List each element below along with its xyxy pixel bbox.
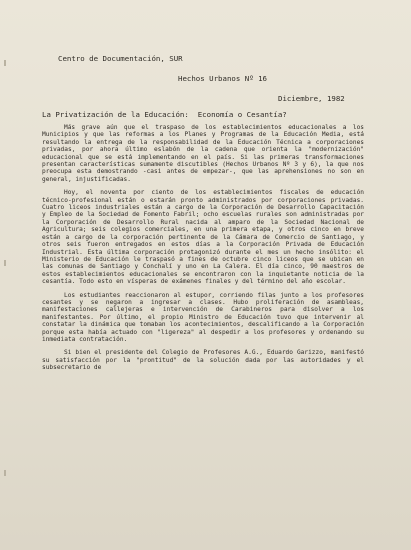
article-body <box>42 124 364 372</box>
punch-mark <box>4 260 6 266</box>
bulletin-title: Hechos Urbanos Nº 16 <box>178 74 267 83</box>
paragraph: Si bien el presidente del Colegio de Profesores A.G., Eduardo Garizzo, manifestó su satisfacción por la "prontitud" de la solución dada por las autoridades y el subsecretario de <box>42 349 364 372</box>
punch-mark <box>4 470 6 476</box>
punch-mark <box>4 60 6 66</box>
article-title: La Privatización de la Educación: Economía o Cesantía? <box>42 110 287 119</box>
paragraph: Hoy, el noventa por ciento de los establecimientos fiscales de educación técnico-profesional están o estarán pronto administrados por corporaciones privadas. Cuatro liceos industriales están a cargo de la Corporación de Desarrollo Capacitación y Empleo de la Sociedad de Fomento Fabril; ocho escuelas rurales son administradas por la Corporación de Desarrollo Rural nacida al amparo de la Sociedad Nacional de Agricultura; seis colegios comerciales, en una primera etapa, y otros cinco en breve están a cargo de la corporación pertinente de la Cámara de Comercio de Santiago, y otros seis fueron entregados en estos días a la Corporación Privada de Educación Industrial. Esta última corporación protagonizó durante el mes un hecho insólito: el Ministerio de Educación le traspasó a fines de octubre cinco liceos que se ubican en las comunas de Santiago y Conchalí y uno en La Calera. El día cinco, 90 maestros de estos establecimientos educacionales se encontraron con la inquietante noticia de la cesantía. Todo esto en vísperas de exámenes finales y del término del año escolar. <box>42 189 364 286</box>
document-date: Diciembre, 1982 <box>278 94 345 103</box>
paragraph: Más grave aún que el traspaso de los establecimientos educacionales a los Municipios y que las reformas a los Planes y Programas de la Educación Media, está resultando la entrega de la responsabilidad de la Educación Técnica a corporaciones privadas, por ahora último eslabón de la cadena que orienta la "modernización" educacional que se está implementando en el país. Si las primeras transformaciones presentan características sumamente discutibles (Hechos Urbanos Nº 3 y 6), la que nos preocupa esta demostrando -casi antes de empezar-, que las aprehensiones no son en general, injustificadas. <box>42 124 364 183</box>
organization-name: Centro de Documentación, SUR <box>58 54 183 63</box>
paragraph: Los estudiantes reaccionaron al estupor, corriendo filas junto a los profesores cesantes y se negaron a ingresar a clases. Hubo proliferación de asambleas, manifestaciones callejeras e intervención de Carabineros para disolver a los manifestantes. Por último, el propio Ministro de Educación tuvo que intervenir al constatar la dinámica que tomaban los acontecimientos, descalificando a la Corporación porque esta había actuado con "ligereza" al despedir a los profesores y ordenando su inmediata contratación. <box>42 291 364 343</box>
